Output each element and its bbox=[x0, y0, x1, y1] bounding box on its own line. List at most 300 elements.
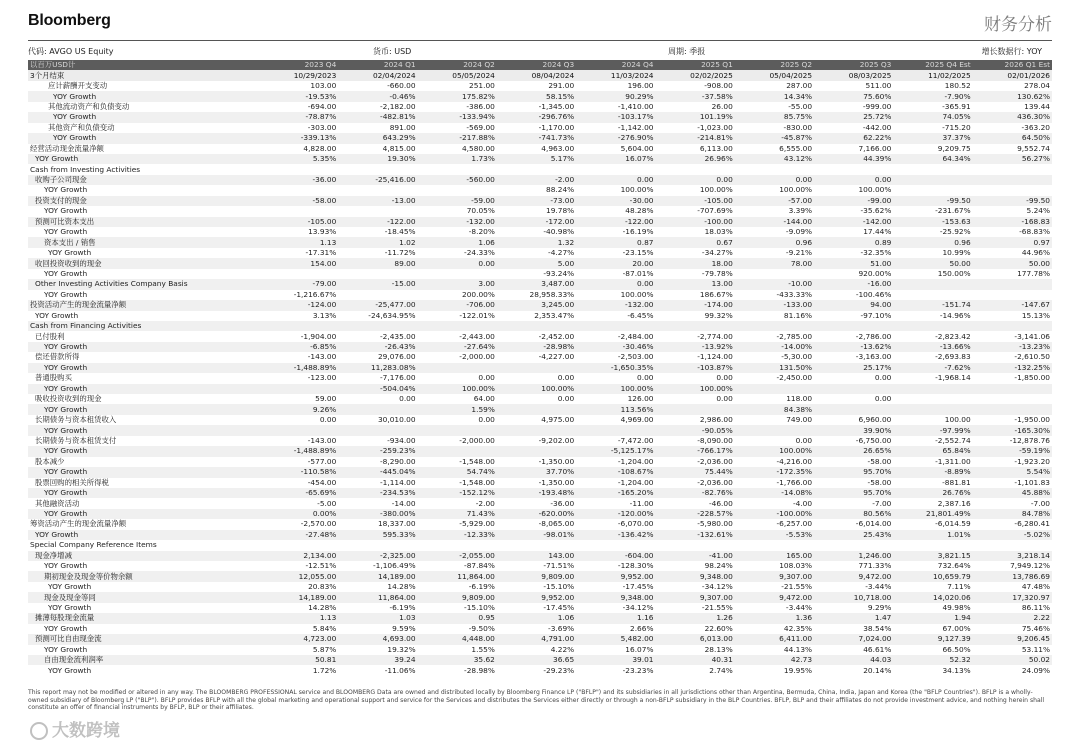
brand-logo: Bloomberg bbox=[28, 12, 111, 29]
table-cell: 52.32 bbox=[893, 655, 972, 665]
table-row bbox=[28, 144, 1052, 154]
table-cell: 14,020.06 bbox=[893, 592, 972, 602]
table-cell: 42.35% bbox=[783, 623, 813, 633]
table-cell: 4,975.00 bbox=[541, 415, 575, 425]
table-cell: -259.23% bbox=[338, 446, 417, 456]
table-cell: 42.73 bbox=[735, 655, 814, 665]
table-row bbox=[28, 363, 1052, 373]
period-header: 2025 Q2 bbox=[735, 60, 814, 70]
table-row bbox=[28, 425, 1052, 435]
table-cell: 14.28% bbox=[308, 602, 337, 612]
table-cell: 0.00 bbox=[716, 373, 733, 383]
table-row bbox=[28, 519, 1052, 529]
row-label: YOY Growth bbox=[28, 404, 259, 414]
period-header: 2025 Q1 bbox=[655, 60, 734, 70]
table-cell: -144.00 bbox=[735, 217, 814, 227]
table-cell bbox=[259, 164, 338, 174]
table-cell: -168.83 bbox=[973, 217, 1052, 227]
date-header: 11/03/2024 bbox=[576, 70, 655, 80]
table-cell bbox=[893, 185, 972, 195]
table-cell: -2,786.00 bbox=[855, 331, 892, 341]
table-cell: 1.72% bbox=[312, 665, 337, 675]
table-cell: 18.00 bbox=[655, 258, 734, 268]
table-cell: 50.81 bbox=[259, 655, 338, 665]
table-cell: -6.19% bbox=[468, 582, 495, 592]
row-label: YOY Growth bbox=[44, 561, 88, 571]
table-cell: 38.54% bbox=[863, 623, 892, 633]
table-cell: -108.67% bbox=[576, 467, 655, 477]
table-cell: -12,878.76 bbox=[1009, 435, 1050, 445]
row-label: 资本支出 / 销售 bbox=[28, 237, 259, 247]
table-cell: 200.00% bbox=[462, 289, 495, 299]
table-cell: 1.94 bbox=[893, 613, 972, 623]
watermark bbox=[30, 716, 120, 741]
row-label: YOY Growth bbox=[48, 665, 92, 675]
row-label: YOY Growth bbox=[28, 154, 259, 164]
table-cell: -100.00 bbox=[655, 217, 734, 227]
date-header: 08/03/2025 bbox=[814, 70, 893, 80]
table-cell: -5,30.00 bbox=[781, 352, 813, 362]
table-cell bbox=[259, 540, 338, 550]
table-cell: 100.00 bbox=[944, 415, 971, 425]
table-cell: 0.00 bbox=[576, 279, 655, 289]
table-cell bbox=[418, 363, 497, 373]
table-cell: -27.64% bbox=[418, 342, 497, 352]
table-cell: 22.60% bbox=[704, 623, 733, 633]
table-cell: -78.87% bbox=[259, 112, 338, 122]
table-cell: -120.00% bbox=[576, 509, 655, 519]
table-cell: -234.53% bbox=[338, 488, 417, 498]
table-cell: -93.24% bbox=[543, 268, 575, 278]
table-cell: 24.09% bbox=[1021, 665, 1050, 675]
table-cell: 100.00% bbox=[418, 384, 497, 394]
table-cell: 88.24% bbox=[546, 185, 575, 195]
table-cell: 50.02 bbox=[973, 655, 1052, 665]
table-cell: -8,290.00 bbox=[380, 456, 416, 466]
table-cell: 20.14% bbox=[863, 665, 892, 675]
watermark-text: 大数跨境 bbox=[52, 721, 120, 741]
table-cell: 7,166.00 bbox=[858, 143, 892, 153]
table-cell: -15.00 bbox=[338, 279, 417, 289]
table-cell: -24.33% bbox=[464, 248, 495, 258]
table-cell bbox=[259, 206, 338, 216]
table-cell: 7.11% bbox=[947, 582, 971, 592]
table-cell: -2,552.74 bbox=[935, 435, 971, 445]
row-label: Special Company Reference Items bbox=[30, 540, 157, 550]
table-cell: 154.00 bbox=[259, 258, 338, 268]
table-cell: 2,353.47% bbox=[534, 310, 575, 320]
table-cell: -6,014.00 bbox=[855, 519, 892, 529]
table-cell: 100.00% bbox=[858, 185, 892, 195]
table-cell: 4,969.00 bbox=[620, 415, 654, 425]
table-cell: -6,280.41 bbox=[1014, 519, 1050, 529]
table-cell: -7.62% bbox=[893, 363, 972, 373]
table-cell: 0.00 bbox=[716, 394, 733, 404]
table-cell: 100.00% bbox=[735, 446, 814, 456]
table-cell bbox=[338, 425, 417, 435]
table-cell: -1,488.89% bbox=[259, 446, 338, 456]
table-cell: 180.52 bbox=[944, 81, 971, 91]
row-label: 应计薪酬开支变动 bbox=[48, 81, 108, 91]
table-cell: 0.00 bbox=[576, 175, 655, 185]
table-cell: -13.92% bbox=[655, 342, 734, 352]
row-label: 筹资活动产生的现金流量净额 bbox=[30, 519, 127, 529]
table-cell: -1,204.00 bbox=[617, 477, 654, 487]
table-cell: -1,488.89% bbox=[259, 363, 338, 373]
row-label: 普通股购买 bbox=[35, 373, 72, 383]
table-cell: 65.84% bbox=[893, 446, 972, 456]
table-cell: -17.31% bbox=[305, 248, 337, 258]
table-cell: -1,204.00 bbox=[617, 456, 654, 466]
table-cell bbox=[973, 384, 1052, 394]
row-label: YOY Growth bbox=[44, 185, 88, 195]
row-label: YOY Growth bbox=[28, 509, 259, 519]
table-cell: -12.33% bbox=[418, 530, 497, 540]
row-label: 投资支付的现金 bbox=[28, 196, 259, 206]
table-cell bbox=[497, 404, 576, 414]
table-cell: -28.98% bbox=[464, 665, 495, 675]
table-cell: -6.19% bbox=[389, 602, 416, 612]
table-cell: -79.78% bbox=[701, 268, 733, 278]
table-cell: -4.00 bbox=[792, 498, 813, 508]
row-label: YOY Growth bbox=[28, 342, 259, 352]
table-cell: -6.45% bbox=[627, 310, 654, 320]
table-cell: -122.00 bbox=[338, 217, 417, 227]
table-cell bbox=[893, 164, 972, 174]
table-cell: 771.33% bbox=[858, 561, 892, 571]
table-cell: 1.36 bbox=[735, 613, 814, 623]
table-cell: -296.76% bbox=[497, 112, 576, 122]
table-cell: 49.98% bbox=[942, 602, 971, 612]
table-cell bbox=[497, 321, 576, 331]
row-label: YOY Growth bbox=[44, 644, 88, 654]
table-row bbox=[28, 384, 1052, 394]
table-cell: -1,548.00 bbox=[459, 456, 495, 466]
row-label: YOY Growth bbox=[44, 206, 88, 216]
table-row bbox=[28, 175, 1052, 185]
table-cell: 0.67 bbox=[655, 237, 734, 247]
row-label: Other Investing Activities Company Basis bbox=[28, 279, 259, 289]
row-label: YOY Growth bbox=[48, 582, 92, 592]
table-cell: 28.13% bbox=[704, 644, 733, 654]
table-cell: -7,472.00 bbox=[617, 435, 654, 445]
table-cell: 3.00 bbox=[418, 279, 497, 289]
table-cell: 19.32% bbox=[387, 644, 416, 654]
table-cell: 0.00 bbox=[795, 435, 813, 445]
table-cell bbox=[259, 185, 338, 195]
table-cell: -99.00 bbox=[814, 196, 893, 206]
table-cell: -1,850.00 bbox=[1014, 373, 1050, 383]
table-cell: 20.00 bbox=[576, 258, 655, 268]
table-cell: 130.62% bbox=[973, 91, 1052, 101]
table-cell: -58.00 bbox=[867, 456, 892, 466]
table-cell: -3.44% bbox=[865, 582, 892, 592]
table-cell: -30.00 bbox=[576, 196, 655, 206]
table-row bbox=[28, 634, 1052, 644]
table-cell: -133.94% bbox=[418, 112, 497, 122]
table-cell: -21.55% bbox=[701, 602, 733, 612]
table-cell: -143.00 bbox=[307, 352, 337, 362]
table-row bbox=[28, 603, 1052, 613]
table-cell: -174.00 bbox=[655, 300, 734, 310]
table-cell: -5,125.17% bbox=[576, 446, 655, 456]
table-row bbox=[28, 185, 1052, 195]
table-cell: 4.22% bbox=[550, 644, 575, 654]
table-cell: -87.01% bbox=[622, 268, 654, 278]
table-cell: -363.20 bbox=[1021, 122, 1050, 132]
period-header-row bbox=[28, 60, 1052, 70]
row-label: YOY Growth bbox=[28, 112, 259, 122]
table-cell: 4,723.00 bbox=[259, 634, 338, 644]
row-label: 长期债务与资本租赁收入 bbox=[35, 415, 117, 425]
table-cell bbox=[259, 384, 338, 394]
table-cell: -339.13% bbox=[259, 133, 338, 143]
table-cell: 100.00% bbox=[779, 185, 813, 195]
table-row bbox=[28, 269, 1052, 279]
row-label: YOY Growth bbox=[28, 133, 259, 143]
table-cell: -2,693.83 bbox=[935, 352, 971, 362]
table-cell: -13.00 bbox=[338, 196, 417, 206]
table-cell bbox=[497, 540, 576, 550]
table-cell: 287.00 bbox=[786, 81, 813, 91]
table-cell: -0.46% bbox=[338, 91, 417, 101]
table-cell: -165.20% bbox=[576, 488, 655, 498]
row-label: Cash from Investing Activities bbox=[30, 164, 141, 174]
table-cell: -1,350.00 bbox=[538, 477, 575, 487]
table-cell: 15.13% bbox=[1021, 310, 1050, 320]
table-cell: 1,246.00 bbox=[814, 551, 893, 561]
table-cell: -35.62% bbox=[860, 206, 892, 216]
table-cell: -36.00 bbox=[550, 498, 575, 508]
growth-label: 增长数据行: YOY bbox=[981, 47, 1042, 56]
table-cell: 100.00% bbox=[576, 384, 655, 394]
table-cell: 5.87% bbox=[312, 644, 337, 654]
table-row bbox=[28, 102, 1052, 112]
table-cell: -4.27% bbox=[548, 248, 575, 258]
table-cell bbox=[893, 384, 972, 394]
table-cell: 0.00 bbox=[557, 394, 575, 404]
table-cell: -8.89% bbox=[893, 467, 972, 477]
table-cell: 90.29% bbox=[576, 91, 655, 101]
table-cell: 2.22 bbox=[973, 613, 1052, 623]
table-cell: -2,785.00 bbox=[776, 331, 813, 341]
table-cell: 1.55% bbox=[471, 644, 495, 654]
table-cell: 35.62 bbox=[418, 655, 497, 665]
table-cell: -18.45% bbox=[384, 227, 416, 237]
table-cell: 5.84% bbox=[312, 623, 337, 633]
table-cell: 196.00 bbox=[627, 81, 654, 91]
table-cell: -2,435.00 bbox=[380, 331, 416, 341]
table-cell bbox=[893, 290, 972, 300]
table-cell: 51.00 bbox=[814, 258, 893, 268]
table-cell: -29.23% bbox=[543, 665, 575, 675]
table-cell: 9.29% bbox=[867, 602, 892, 612]
table-cell: -23.15% bbox=[622, 248, 654, 258]
row-label: 预测可比资本支出 bbox=[28, 217, 259, 227]
table-cell: 108.03% bbox=[779, 561, 813, 571]
table-cell: 4,693.00 bbox=[338, 634, 417, 644]
table-cell bbox=[497, 446, 576, 456]
table-cell bbox=[338, 321, 417, 331]
table-cell: 511.00 bbox=[865, 81, 892, 91]
table-cell: -25,416.00 bbox=[338, 175, 417, 185]
table-cell: 95.70% bbox=[814, 488, 893, 498]
table-cell: -1,923.20 bbox=[1014, 456, 1050, 466]
table-row bbox=[28, 457, 1052, 467]
table-cell: -14.08% bbox=[735, 488, 814, 498]
table-cell: 643.29% bbox=[338, 133, 417, 143]
period-header: 2025 Q3 bbox=[814, 60, 893, 70]
table-cell: 186.67% bbox=[699, 289, 733, 299]
table-cell: -105.00 bbox=[259, 217, 338, 227]
page-title: 财务分析 bbox=[984, 15, 1052, 35]
table-cell: -82.76% bbox=[655, 488, 734, 498]
table-cell: -1,124.00 bbox=[697, 352, 733, 362]
table-cell: 3,487.00 bbox=[497, 279, 576, 289]
row-label: 投资活动产生的现金流量净额 bbox=[28, 300, 259, 310]
table-cell: 34.13% bbox=[942, 665, 971, 675]
table-cell: -41.00 bbox=[655, 551, 734, 561]
table-cell: 74.05% bbox=[893, 112, 972, 122]
table-cell: -122.01% bbox=[459, 310, 495, 320]
table-cell: 47.48% bbox=[1021, 582, 1050, 592]
period-header: 2024 Q3 bbox=[497, 60, 576, 70]
table-cell: 45.88% bbox=[973, 488, 1052, 498]
table-cell bbox=[576, 425, 655, 435]
row-label: YOY Growth bbox=[35, 310, 79, 320]
table-cell: 4,580.00 bbox=[461, 143, 495, 153]
table-cell: -123.00 bbox=[307, 373, 337, 383]
table-cell: 9,809.00 bbox=[418, 592, 497, 602]
table-cell: -2.00 bbox=[497, 175, 576, 185]
table-cell bbox=[735, 269, 814, 279]
table-cell: 0.89 bbox=[814, 237, 893, 247]
table-cell: 71.43% bbox=[418, 509, 497, 519]
table-cell bbox=[973, 321, 1052, 331]
table-row bbox=[28, 446, 1052, 456]
table-cell: 0.97 bbox=[973, 237, 1052, 247]
unit-label: 以百万USD计 bbox=[28, 60, 259, 70]
table-cell: 5.17% bbox=[497, 154, 576, 164]
table-cell: -11.06% bbox=[384, 665, 416, 675]
table-row bbox=[28, 467, 1052, 477]
table-cell: 5.54% bbox=[973, 467, 1052, 477]
table-cell: 18,337.00 bbox=[377, 519, 416, 529]
table-cell: 1.47 bbox=[814, 613, 893, 623]
table-cell: 3,245.00 bbox=[497, 300, 576, 310]
table-cell: -9.21% bbox=[785, 248, 813, 258]
table-cell bbox=[655, 540, 734, 550]
table-cell: 1.13 bbox=[259, 613, 338, 623]
table-cell: 30,010.00 bbox=[377, 415, 416, 425]
table-cell: -1,650.35% bbox=[576, 363, 655, 373]
table-cell: -153.63 bbox=[893, 217, 972, 227]
table-cell: 43.12% bbox=[735, 154, 814, 164]
table-row bbox=[28, 258, 1052, 268]
table-cell: -1,766.00 bbox=[776, 477, 813, 487]
table-cell: -908.00 bbox=[704, 81, 733, 91]
table-row bbox=[28, 206, 1052, 216]
table-cell: 165.00 bbox=[735, 551, 814, 561]
table-row bbox=[28, 217, 1052, 227]
table-cell: -1,345.00 bbox=[538, 101, 575, 111]
table-cell: -133.00 bbox=[735, 300, 814, 310]
table-cell: -6.85% bbox=[259, 342, 338, 352]
table-cell: -7.90% bbox=[893, 91, 972, 101]
table-cell: 0.00 bbox=[874, 373, 892, 383]
table-cell: 95.70% bbox=[814, 467, 893, 477]
table-cell: 48.28% bbox=[625, 206, 654, 216]
table-cell bbox=[576, 164, 655, 174]
table-cell: 17.44% bbox=[863, 227, 892, 237]
table-cell: 1.03 bbox=[338, 613, 417, 623]
table-cell: 4,963.00 bbox=[541, 143, 575, 153]
table-cell: 6,113.00 bbox=[699, 143, 733, 153]
table-cell: -2,055.00 bbox=[418, 551, 497, 561]
table-cell bbox=[338, 540, 417, 550]
table-row bbox=[28, 300, 1052, 310]
table-cell: -2,036.00 bbox=[697, 477, 733, 487]
period-header: 2024 Q1 bbox=[338, 60, 417, 70]
table-cell bbox=[814, 404, 893, 414]
table-cell: -27.48% bbox=[259, 530, 338, 540]
row-label: 其他流动资产和负债变动 bbox=[48, 101, 130, 111]
table-cell: 21,801.49% bbox=[893, 509, 972, 519]
table-cell: -55.00 bbox=[788, 101, 813, 111]
table-cell: 86.11% bbox=[1021, 602, 1050, 612]
table-cell: 291.00 bbox=[548, 81, 575, 91]
table-cell: 64.00 bbox=[473, 394, 495, 404]
table-cell: -560.00 bbox=[418, 175, 497, 185]
table-cell: -741.73% bbox=[497, 133, 576, 143]
cash-flow-table-wrapper bbox=[28, 60, 1052, 676]
table-cell bbox=[973, 394, 1052, 404]
table-row bbox=[28, 133, 1052, 143]
table-cell: 56.27% bbox=[973, 154, 1052, 164]
table-cell: 0.00 bbox=[418, 258, 497, 268]
table-cell: 5,482.00 bbox=[576, 634, 655, 644]
table-row bbox=[28, 321, 1052, 331]
table-cell: -569.00 bbox=[466, 122, 495, 132]
table-cell: -8,090.00 bbox=[697, 435, 733, 445]
table-cell: 0.96 bbox=[893, 237, 972, 247]
table-cell: 25.17% bbox=[814, 363, 893, 373]
table-cell: -34.27% bbox=[701, 248, 733, 258]
table-cell: -17.45% bbox=[543, 602, 575, 612]
table-cell: 17,320.97 bbox=[973, 592, 1052, 602]
table-cell: -37.58% bbox=[655, 91, 734, 101]
table-cell bbox=[497, 363, 576, 373]
table-cell: -147.67 bbox=[973, 300, 1052, 310]
table-cell: 37.70% bbox=[497, 467, 576, 477]
table-cell bbox=[497, 425, 576, 435]
table-cell: 920.00% bbox=[858, 268, 892, 278]
table-cell: 44.13% bbox=[783, 644, 813, 654]
table-cell: 78.00 bbox=[735, 258, 814, 268]
table-cell: 9,307.00 bbox=[735, 571, 814, 581]
table-cell: -2,484.00 bbox=[617, 331, 654, 341]
table-cell: -2,774.00 bbox=[697, 331, 733, 341]
date-header: 05/05/2024 bbox=[418, 70, 497, 80]
table-cell: -715.20 bbox=[942, 122, 971, 132]
table-row bbox=[28, 613, 1052, 623]
row-label: YOY Growth bbox=[28, 530, 259, 540]
table-cell bbox=[655, 164, 734, 174]
watermark-icon bbox=[30, 722, 48, 740]
table-cell: 26.76% bbox=[893, 488, 972, 498]
table-cell: -3.44% bbox=[785, 602, 813, 612]
table-cell: 4,815.00 bbox=[382, 143, 416, 153]
